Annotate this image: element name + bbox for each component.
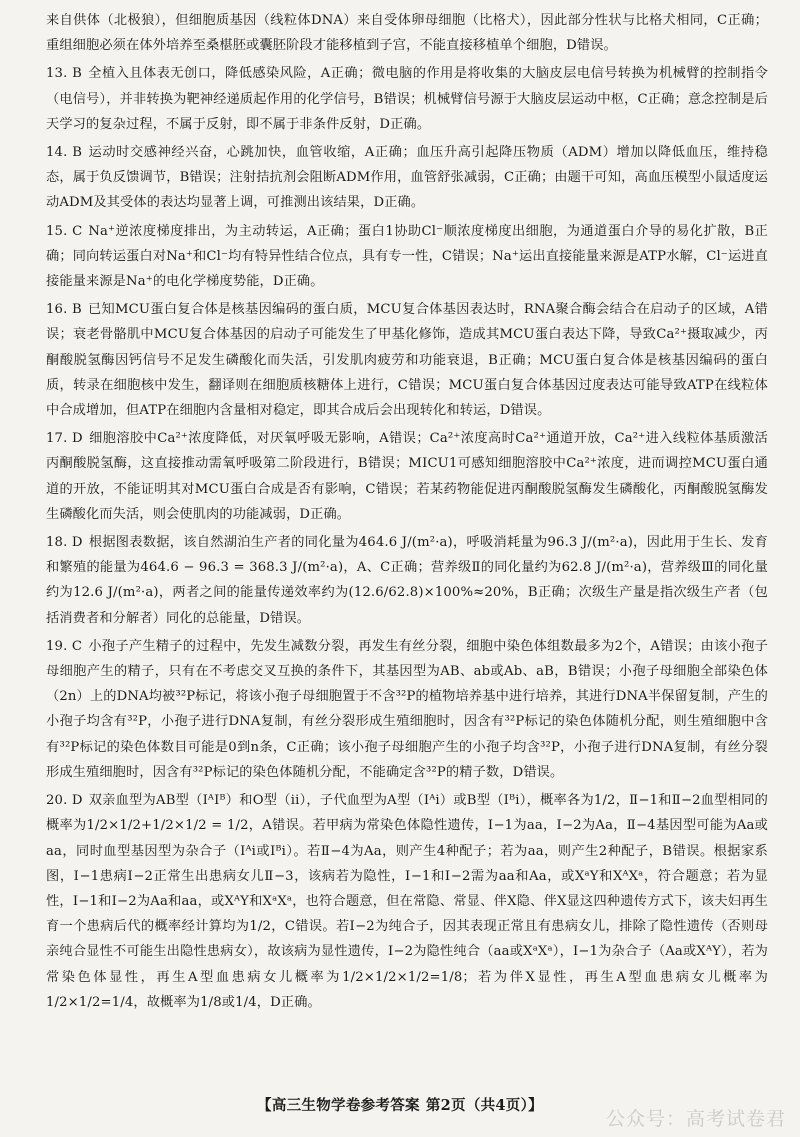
- question-number: 15. C: [46, 223, 83, 239]
- question-number: 20. D: [46, 793, 83, 809]
- answer-12-continuation: 来自供体（北极狼），但细胞质基因（线粒体DNA）来自受体卵母细胞（比格犬），因此部分性状与比格犬相同，C正确；重组细胞必须在体外培养至桑椹胚或囊胚阶段才能移植到子宫，不能直接移植单个细胞，D错误。: [46, 13, 768, 54]
- answer-20: [46, 788, 768, 1015]
- answer-content: [46, 8, 768, 1018]
- question-number: 18. D: [46, 535, 83, 551]
- footer-title: 【高三生物学卷参考答案: [257, 1097, 420, 1114]
- answer-text: 全植入且体表无创口，降低感染风险，A正确；微电脑的作用是将收集的大脑皮层电信号转换为机械臂的控制指令（电信号），并非转换为靶神经递质起作用的化学信号，B错误；机械臂信号源于大脑皮层运动中枢，C正确；意念控制是后天学习的复杂过程，不属于反射，即不属于非条件反射，D正确。: [46, 66, 768, 132]
- question-number: 17. D: [46, 431, 83, 447]
- answer-19: [46, 634, 768, 785]
- footer-page-number: 第2页（共4页）】: [425, 1097, 543, 1114]
- watermark: 公众号：高考试卷君: [605, 1108, 786, 1130]
- answer-13: [46, 61, 768, 137]
- answer-14: [46, 140, 768, 216]
- answer-16: [46, 297, 768, 423]
- answer-text: 已知MCU蛋白复合体是核基因编码的蛋白质，MCU复合体基因表达时，RNA聚合酶会结合在启动子的区域，A错误；衰老骨骼肌中MCU复合体基因的启动子可能发生了甲基化修饰，造成其MCU蛋白表达下降，导致Ca²⁺摄取减少，丙酮酸脱氢酶因钙信号不足发生磷酸化而失活，引发肌肉疲劳和功能衰退，B正确；MCU蛋白复合体是核基因编码的蛋白质，转录在细胞核中发生，翻译则在细胞质核糖体上进行，C错误；MCU蛋白复合体基因过度表达可能导致ATP在线粒体中合成增加，但ATP在细胞内含量相对稳定，即其合成后会出现转化和转运，D错误。: [46, 302, 768, 419]
- answer-text: 根据图表数据，该自然湖泊生产者的同化量为464.6 J/(m²·a)，呼吸消耗量为96.3 J/(m²·a)，因此用于生长、发育和繁殖的能量为464.6 − 96.3 = 368.3 J/(m²·a)，A、C正确；营养级Ⅱ的同化量约为62.8 J/(m²·a)，营养级Ⅲ的同化量约为12.6 J/(m²·a)，两者之间的能量传递效率约为(12.6/62.8)×100%≈20%，B正确；次级生产量是指次级生产者（包括消费者和分解者）同化的总能量，D错误。: [46, 535, 768, 626]
- answer-17: [46, 426, 768, 527]
- answer-text: 双亲血型为AB型（IᴬIᴮ）和O型（ii），子代血型为A型（Iᴬi）或B型（Iᴮi），概率各为1/2，Ⅱ−1和Ⅱ−2血型相同的概率为1/2×1/2+1/2×1/2 = 1/2，A错误。若甲病为常染色体隐性遗传，Ⅰ−1为aa，Ⅰ−2为Aa，Ⅱ−4基因型可能为Aa或aa，同时血型基因型为杂合子（Iᴬi或Iᴮi）。若Ⅱ−4为Aa，则产生4种配子；若为aa，则产生2种配子，B错误。根据家系图，Ⅰ−1患病Ⅰ−2正常生出患病女儿Ⅱ−3，该病若为隐性，Ⅰ−1和Ⅰ−2需为aa和Aa，或XᵃY和XᴬXᵃ，符合题意；若为显性，Ⅰ−1和Ⅰ−2为Aa和aa，或XᴬY和XᵃXᵃ，也符合题意，但在常隐、常显、伴X隐、伴X显这四种遗传方式下，该夫妇再生育一个患病后代的概率经计算均为1/2，C错误。若Ⅰ−2为纯合子，因其表现正常且有患病女儿，排除了隐性遗传（否则母亲纯合显性不可能生出隐性患病女），故该病为显性遗传，Ⅰ−2为隐性纯合（aa或XᵃXᵃ），Ⅰ−1为杂合子（Aa或XᴬY），若为常染色体显性，再生A型血患病女儿概率为1/2×1/2×1/2=1/8；若为伴X显性，再生A型血患病女儿概率为1/2×1/2=1/4，故概率为1/8或1/4，D正确。: [46, 793, 768, 1010]
- answer-text: 运动时交感神经兴奋，心跳加快，血管收缩，A正确；血压升高引起降压物质（ADM）增加以降低血压，维持稳态，属于负反馈调节，B错误；注射拮抗剂会阻断ADM作用，血管舒张减弱，C正确；由题干可知，高血压模型小鼠适度运动ADM及其受体的表达均显著上调，可推测出该结果，D正确。: [46, 145, 768, 211]
- answer-18: [46, 530, 768, 631]
- question-number: 14. B: [46, 145, 83, 161]
- answer-text: 小孢子产生精子的过程中，先发生减数分裂，再发生有丝分裂，细胞中染色体组数最多为2个，A错误；由该小孢子母细胞产生的精子，只有在不考虑交叉互换的条件下，其基因型为AB、ab或Ab、aB，B错误；小孢子母细胞全部染色体（2n）上的DNA均被³²P标记，将该小孢子母细胞置于不含³²P的植物培养基中进行培养，其进行DNA半保留复制，产生的小孢子均含有³²P，小孢子进行DNA复制，有丝分裂形成生殖细胞时，因含有³²P标记的染色体随机分配，则生殖细胞中含有³²P标记的染色体数目可能是0到n条，C正确；该小孢子母细胞产生的小孢子均含³²P，小孢子进行DNA复制，有丝分裂形成生殖细胞时，因含有³²P标记的染色体随机分配，不能确定含³²P的精子数，D错误。: [46, 638, 768, 780]
- answer-text: Na⁺逆浓度梯度排出，为主动转运，A正确；蛋白1协助Cl⁻顺浓度梯度出细胞，为通道蛋白介导的易化扩散，B正确；同向转运蛋白对Na⁺和Cl⁻均有特异性结合位点，具有专一性，C错误；Na⁺运出直接能量来源是ATP水解，Cl⁻运进直接能量来源是Na⁺的电化学梯度势能，D正确。: [46, 223, 768, 290]
- answer-text: 细胞溶胶中Ca²⁺浓度降低，对厌氧呼吸无影响，A错误；Ca²⁺浓度高时Ca²⁺通道开放，Ca²⁺进入线粒体基质激活丙酮酸脱氢酶，这直接推动需氧呼吸第二阶段进行，B错误；MICU1可感知细胞溶胶中Ca²⁺浓度，进而调控MCU蛋白通道的开放，不能证明其对MCU蛋白合成是否有影响，C错误；若某药物能促进丙酮酸脱氢酶发生磷酸化，丙酮酸脱氢酶发生磷酸化而失活，则会使肌肉的功能减弱，D正确。: [46, 431, 768, 522]
- question-number: 13. B: [46, 66, 82, 82]
- question-number: 19. C: [46, 638, 83, 654]
- answer-15: [46, 219, 768, 295]
- question-number: 16. B: [46, 302, 82, 318]
